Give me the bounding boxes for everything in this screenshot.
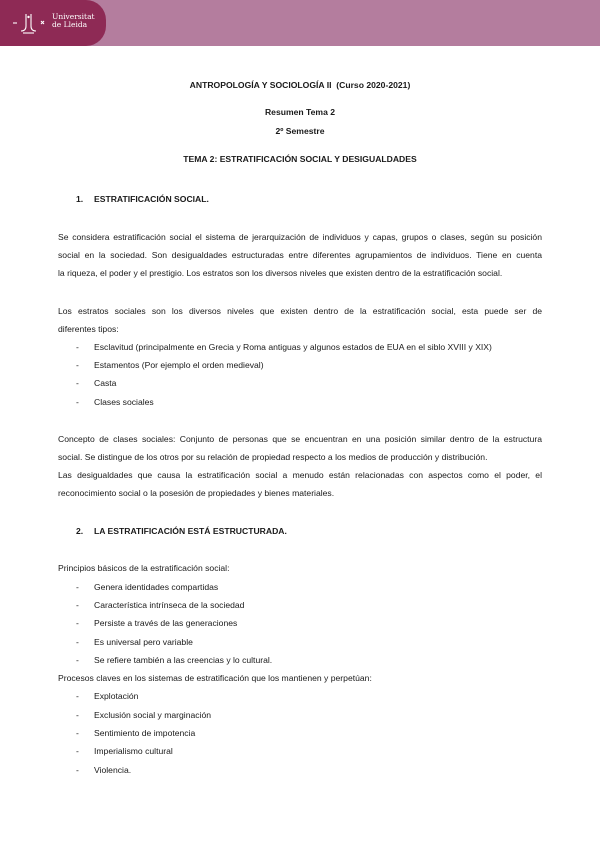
list-item: Característica intrínseca de la sociedad	[94, 600, 245, 610]
list-item: Genera identidades compartidas	[94, 582, 219, 592]
section-2-number: 2.	[76, 526, 84, 536]
list-item: Clases sociales	[94, 397, 154, 407]
logo-line-1: Universitat	[52, 12, 95, 21]
paragraph-line: reconocimiento social o la posesión de propiedades y bienes materiales.	[58, 488, 335, 498]
list-dash: -	[76, 655, 79, 665]
list-dash: -	[76, 378, 79, 388]
section-2-heading: LA ESTRATIFICACIÓN ESTÁ ESTRUCTURADA.	[94, 526, 287, 536]
paragraph-line: Concepto de clases sociales: Conjunto de personas que se encuentran en una posición similar dentro de la estructura	[58, 434, 542, 444]
list-item: Imperialismo cultural	[94, 746, 173, 756]
list-dash: -	[76, 765, 79, 775]
paragraph-line: Se considera estratificación social el sistema de jerarquización de individuos y capas, grupos o clases, según su posición	[58, 232, 542, 242]
course-name: ANTROPOLOGÍA Y SOCIOLOGÍA II	[189, 80, 332, 90]
list-item: Explotación	[94, 691, 139, 701]
list-item: Persiste a través de las generaciones	[94, 618, 238, 628]
logo-line-2: de Lleida	[52, 20, 88, 29]
course-year: (Curso 2020-2021)	[336, 80, 411, 90]
topic-title: TEMA 2: ESTRATIFICACIÓN SOCIAL Y DESIGUALDADES	[183, 154, 417, 164]
list-dash: -	[76, 746, 79, 756]
list-item: Es universal pero variable	[94, 637, 193, 647]
list-dash: -	[76, 600, 79, 610]
list-item: Exclusión social y marginación	[94, 710, 212, 720]
paragraph-line: diferentes tipos:	[58, 324, 119, 334]
list-item: Esclavitud (principalmente en Grecia y Roma antiguas y algunos estados de EUA en el siblo XVIII y XIX)	[94, 342, 492, 352]
section-1-heading: ESTRATIFICACIÓN SOCIAL.	[94, 194, 209, 204]
list-dash: -	[76, 710, 79, 720]
principles-intro: Principios básicos de la estratificación social:	[58, 563, 230, 573]
semester-label: 2º Semestre	[275, 126, 325, 136]
summary-title: Resumen Tema 2	[264, 107, 336, 117]
section-1-number: 1.	[76, 194, 84, 204]
list-dash: -	[76, 618, 79, 628]
paragraph-line: social en la sociedad. Son desigualdades estructuradas entre diferentes agrupamientos de individuos. Tiene en cuenta	[58, 250, 542, 260]
paragraph-line: Los estratos sociales son los diversos niveles que existen dentro de la estratificación social, esta puede ser de	[58, 306, 542, 316]
list-dash: -	[76, 728, 79, 738]
course-title	[0, 80, 600, 90]
list-dash: -	[76, 342, 79, 352]
list-item: Violencia.	[94, 765, 132, 775]
paragraph-line: la riqueza, el poder y el prestigio. Los estratos son los diversos niveles que existen dentro de la estratificación social.	[58, 268, 503, 278]
list-item: Casta	[94, 378, 117, 388]
list-item: Sentimiento de impotencia	[94, 728, 196, 738]
list-dash: -	[76, 691, 79, 701]
paragraph-line: social. Se distingue de los otros por su relación de propiedad respecto a los medios de producción y distribución.	[58, 452, 488, 462]
list-item: Se refiere también a las creencias y lo cultural.	[94, 655, 273, 665]
list-dash: -	[76, 360, 79, 370]
list-dash: -	[76, 582, 79, 592]
processes-intro: Procesos claves en los sistemas de estratificación que los mantienen y perpetúan:	[58, 673, 372, 683]
list-dash: -	[76, 637, 79, 647]
paragraph-line: Las desigualdades que causa la estratificación social a menudo están relacionadas con aspectos como el poder, el	[58, 470, 542, 480]
list-dash: -	[76, 397, 79, 407]
list-item: Estamentos (Por ejemplo el orden medieval)	[94, 360, 264, 370]
